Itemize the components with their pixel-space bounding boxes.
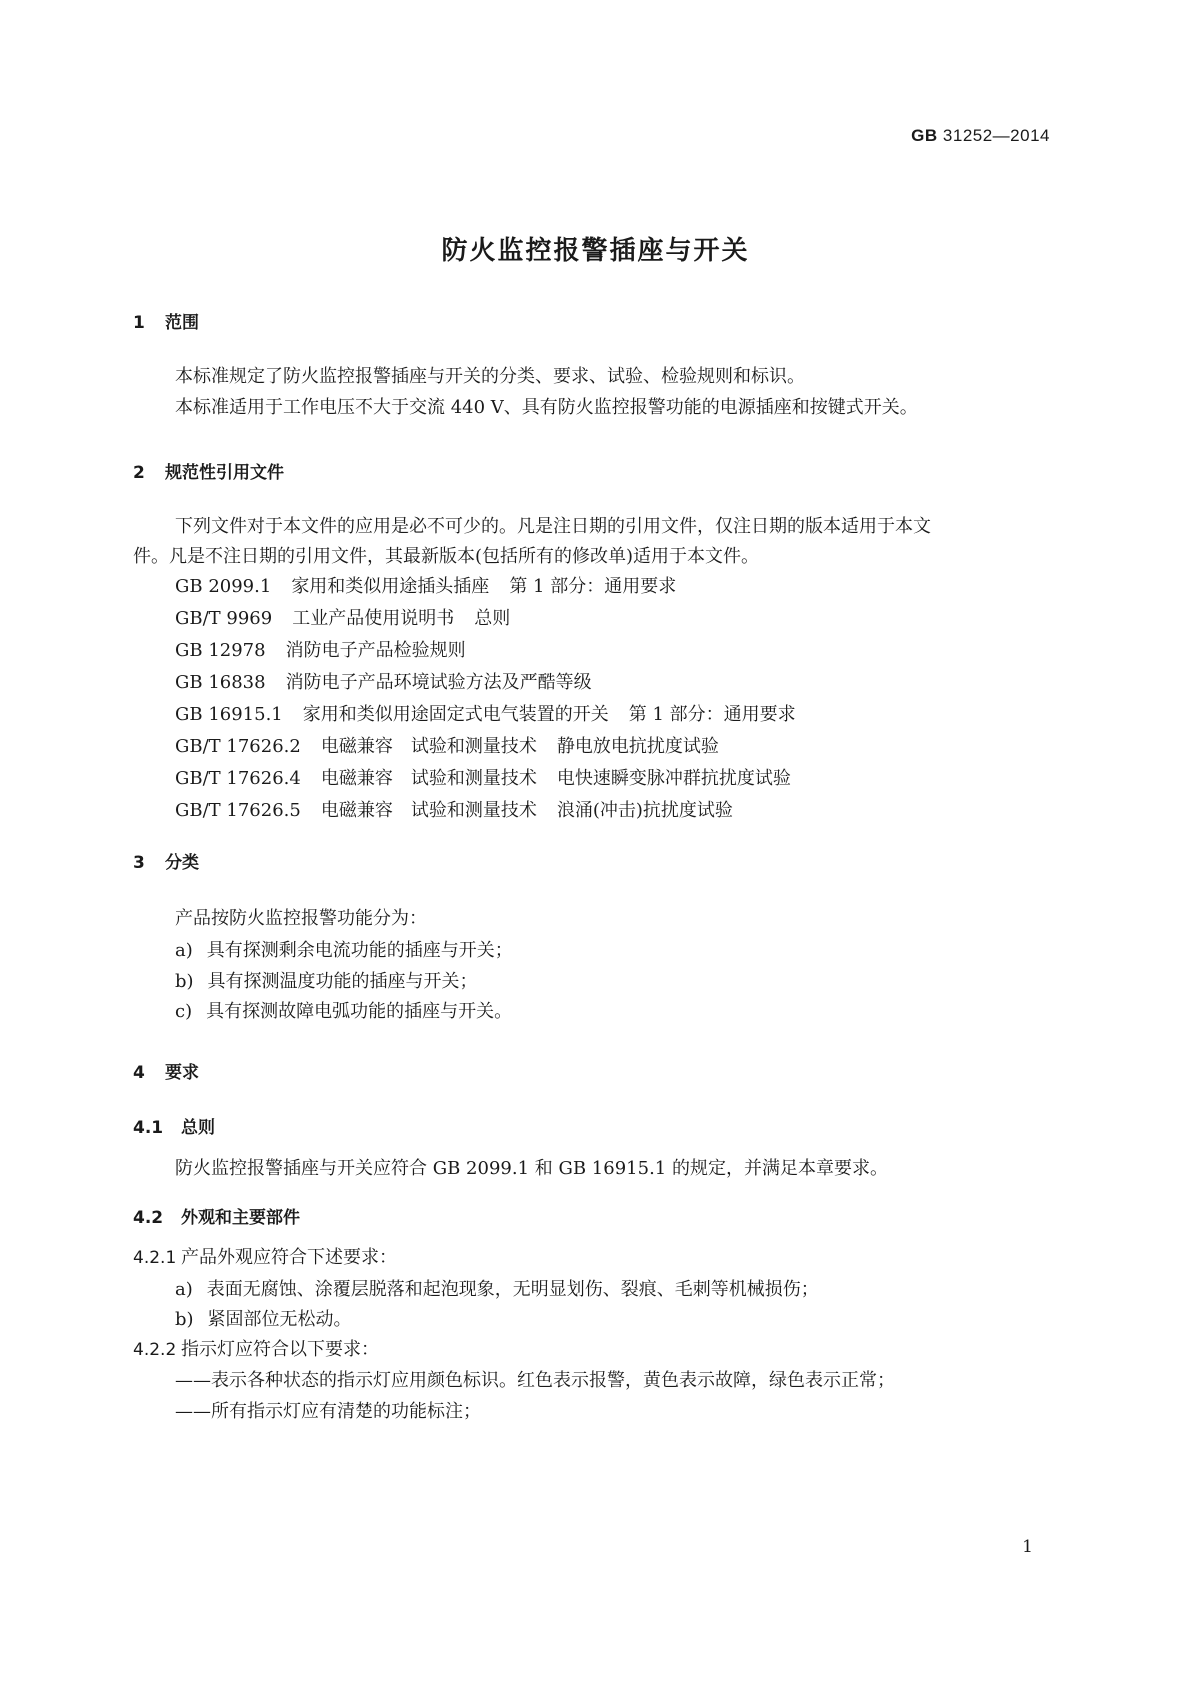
clause-text: 产品外观应符合下述要求： [181, 1247, 397, 1268]
s4-1-text: 防火监控报警插座与开关应符合 GB 2099.1 和 GB 16915.1 的规定，并满足本章要求。 [175, 1158, 888, 1179]
reference-part: 静电放电抗扰度试验 [556, 736, 719, 757]
reference-item [175, 603, 796, 635]
reference-code: GB 2099.1 [175, 576, 272, 597]
list-text: 紧固部位无松动。 [207, 1309, 352, 1330]
clause-text: 指示灯应符合以下要求： [181, 1339, 379, 1360]
reference-item [175, 763, 796, 795]
list-item [175, 996, 512, 1028]
list-marker: b) [175, 1309, 194, 1330]
s2-intro-line-2: 件。凡是不注日期的引用文件，其最新版本(包括所有的修改单)适用于本文件。 [133, 546, 760, 567]
clause-number: 4.2.1 [133, 1248, 177, 1268]
section-title: 要求 [165, 1063, 199, 1083]
section-title: 分类 [165, 853, 199, 873]
reference-title: 电磁兼容 试验和测量技术 [320, 736, 537, 757]
reference-item [175, 571, 796, 603]
reference-title: 电磁兼容 试验和测量技术 [320, 768, 537, 789]
standard-code [911, 126, 1050, 146]
reference-item [175, 667, 796, 699]
clause-number: 4.2.2 [133, 1340, 177, 1360]
reference-item [175, 635, 796, 667]
reference-title: 家用和类似用途插头插座 [291, 576, 490, 597]
list-marker: c) [175, 1001, 193, 1022]
section-3-heading [133, 848, 199, 873]
list-item [175, 966, 478, 998]
page-number: 1 [1022, 1537, 1033, 1557]
standard-prefix: GB [911, 126, 938, 145]
list-text: 具有探测故障电弧功能的插座与开关。 [206, 1001, 513, 1022]
s1-paragraph-1: 本标准规定了防火监控报警插座与开关的分类、要求、试验、检验规则和标识。 [175, 366, 805, 387]
section-1-heading [133, 308, 199, 333]
normative-reference-list [175, 571, 796, 827]
section-2-heading [133, 458, 284, 483]
reference-title: 消防电子产品检验规则 [285, 640, 466, 661]
list-marker: a) [175, 940, 193, 961]
reference-code: GB 12978 [175, 640, 266, 661]
s3-intro: 产品按防火监控报警功能分为： [175, 908, 427, 929]
reference-code: GB/T 17626.5 [175, 800, 301, 821]
s1-paragraph-2: 本标准适用于工作电压不大于交流 440 V、具有防火监控报警功能的电源插座和按键式开关。 [175, 397, 918, 418]
reference-code: GB/T 17626.2 [175, 736, 301, 757]
reference-code: GB/T 17626.4 [175, 768, 301, 789]
list-text: 表面无腐蚀、涂覆层脱落和起泡现象，无明显划伤、裂痕、毛刺等机械损伤； [206, 1279, 819, 1300]
s2-intro-line-1: 下列文件对于本文件的应用是必不可少的。凡是注日期的引用文件，仅注日期的版本适用于本文 [175, 516, 931, 537]
section-number: 4 [133, 1063, 145, 1083]
reference-part: 第 1 部分：通用要求 [628, 704, 796, 725]
section-title: 总则 [181, 1118, 215, 1138]
clause-4-2-2 [133, 1334, 379, 1366]
reference-code: GB 16915.1 [175, 704, 283, 725]
reference-title: 家用和类似用途固定式电气装置的开关 [302, 704, 609, 725]
reference-item [175, 699, 796, 731]
list-item [175, 935, 513, 967]
document-title: 防火监控报警插座与开关 [441, 236, 750, 266]
section-number: 2 [133, 463, 145, 483]
reference-item [175, 795, 796, 827]
standard-number: 31252—2014 [942, 126, 1050, 145]
reference-title: 工业产品使用说明书 [292, 608, 455, 629]
reference-item [175, 731, 796, 763]
section-number: 4.2 [133, 1208, 164, 1228]
reference-part: 第 1 部分：通用要求 [509, 576, 677, 597]
list-marker: a) [175, 1279, 193, 1300]
reference-part: 电快速瞬变脉冲群抗扰度试验 [556, 768, 791, 789]
section-number: 3 [133, 853, 145, 873]
list-text: 具有探测剩余电流功能的插座与开关； [206, 940, 513, 961]
section-4-heading [133, 1058, 199, 1083]
dash-list-item: ——表示各种状态的指示灯应用颜色标识。红色表示报警，黄色表示故障，绿色表示正常； [175, 1370, 895, 1391]
clause-4-2-1 [133, 1242, 397, 1274]
list-item [175, 1304, 352, 1336]
section-title: 范围 [165, 313, 199, 333]
section-4-1-heading [133, 1113, 215, 1138]
reference-title: 电磁兼容 试验和测量技术 [320, 800, 537, 821]
section-title: 规范性引用文件 [165, 463, 284, 483]
list-text: 具有探测温度功能的插座与开关； [207, 971, 478, 992]
section-title: 外观和主要部件 [181, 1208, 300, 1228]
list-marker: b) [175, 971, 194, 992]
section-4-2-heading [133, 1203, 300, 1228]
reference-code: GB 16838 [175, 672, 266, 693]
reference-title: 消防电子产品环境试验方法及严酷等级 [285, 672, 592, 693]
dash-list-item: ——所有指示灯应有清楚的功能标注； [175, 1401, 481, 1422]
list-item [175, 1274, 819, 1306]
reference-part: 总则 [474, 608, 511, 629]
section-number: 1 [133, 313, 145, 333]
reference-code: GB/T 9969 [175, 608, 273, 629]
section-number: 4.1 [133, 1118, 164, 1138]
reference-part: 浪涌(冲击)抗扰度试验 [556, 800, 733, 821]
